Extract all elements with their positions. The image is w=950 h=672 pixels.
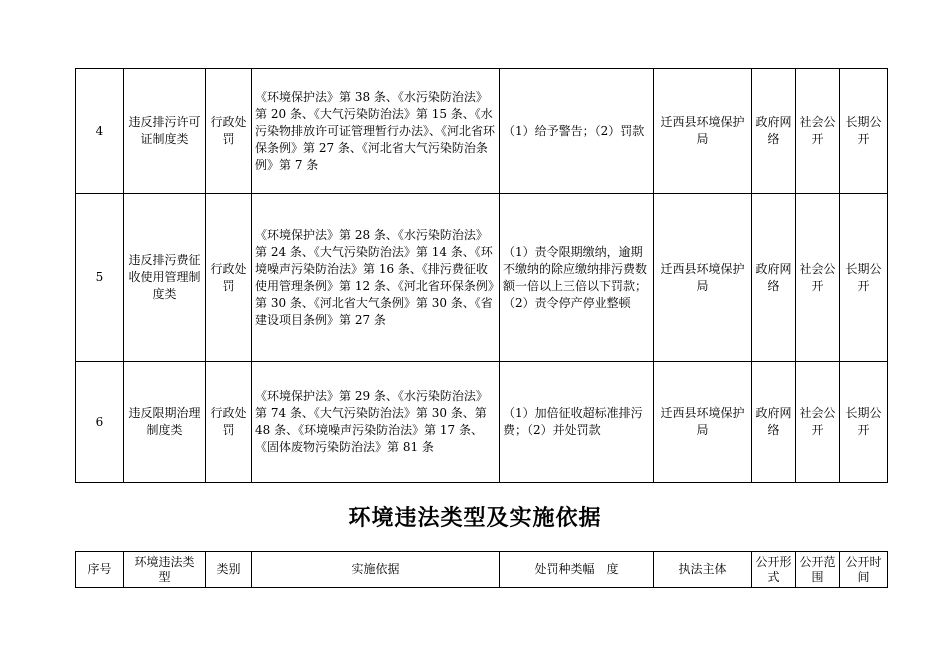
penalty: （1）责令限期缴纳，逾期不缴纳的除应缴纳排污费数额一倍以上三倍以下罚款；（2）责令停产停业整顿 <box>500 194 654 362</box>
disclosure-scope: 社会公开 <box>796 194 840 362</box>
header-no: 序号 <box>76 552 124 588</box>
disclosure-time: 长期公开 <box>840 362 888 483</box>
violation-type: 违反排污费征收使用管理制度类 <box>124 194 206 362</box>
law-table <box>75 68 888 483</box>
header-time: 公开时间 <box>840 552 888 588</box>
penalty: （1）加倍征收超标准排污费；（2）并处罚款 <box>500 362 654 483</box>
disclosure-form: 政府网络 <box>752 69 796 194</box>
table-row <box>76 69 888 194</box>
header-penalty: 处罚种类幅 度 <box>500 552 654 588</box>
disclosure-scope: 社会公开 <box>796 362 840 483</box>
header-form: 公开形式 <box>752 552 796 588</box>
violation-type: 违反限期治理制度类 <box>124 362 206 483</box>
table-header-row <box>76 552 888 588</box>
table-row <box>76 194 888 362</box>
section-title: 环境违法类型及实施依据 <box>348 505 602 531</box>
disclosure-time: 长期公开 <box>840 69 888 194</box>
legal-basis: 《环境保护法》第 28 条、《水污染防治法》第 24 条、《大气污染防治法》第 14 条、《环境噪声污染防治法》第 16 条、《排污费征收使用管理条例》第 12 条、《河北省环保条例》第 30 条、《河北省大气条例》第 30 条、《省建设项目条例》第 27 条 <box>252 194 500 362</box>
row-number: 6 <box>76 362 124 483</box>
penalty: （1）给予警告；（2）罚款 <box>500 69 654 194</box>
category: 行政处罚 <box>206 362 252 483</box>
row-number: 5 <box>76 194 124 362</box>
authority: 迁西县环境保护局 <box>654 362 752 483</box>
header-basis: 实施依据 <box>252 552 500 588</box>
category: 行政处罚 <box>206 194 252 362</box>
category: 行政处罚 <box>206 69 252 194</box>
table-row <box>76 362 888 483</box>
disclosure-form: 政府网络 <box>752 362 796 483</box>
header-scope: 公开范围 <box>796 552 840 588</box>
authority: 迁西县环境保护局 <box>654 194 752 362</box>
header-type: 环境违法类 型 <box>124 552 206 588</box>
header-table <box>75 551 888 588</box>
violation-type: 违反排污许可证制度类 <box>124 69 206 194</box>
disclosure-form: 政府网络 <box>752 194 796 362</box>
header-category: 类别 <box>206 552 252 588</box>
header-authority: 执法主体 <box>654 552 752 588</box>
legal-basis: 《环境保护法》第 29 条、《水污染防治法》第 74 条、《大气污染防治法》第 30 条、第 48 条、《环境噪声污染防治法》第 17 条、《固体废物污染防治法》第 81 条 <box>252 362 500 483</box>
disclosure-time: 长期公开 <box>840 194 888 362</box>
legal-basis: 《环境保护法》第 38 条、《水污染防治法》第 20 条、《大气污染防治法》第 15 条、《水污染物排放许可证管理暂行办法》、《河北省环保条例》第 27 条、《河北省大气污染防治条例》第 7 条 <box>252 69 500 194</box>
authority: 迁西县环境保护局 <box>654 69 752 194</box>
row-number: 4 <box>76 69 124 194</box>
disclosure-scope: 社会公开 <box>796 69 840 194</box>
